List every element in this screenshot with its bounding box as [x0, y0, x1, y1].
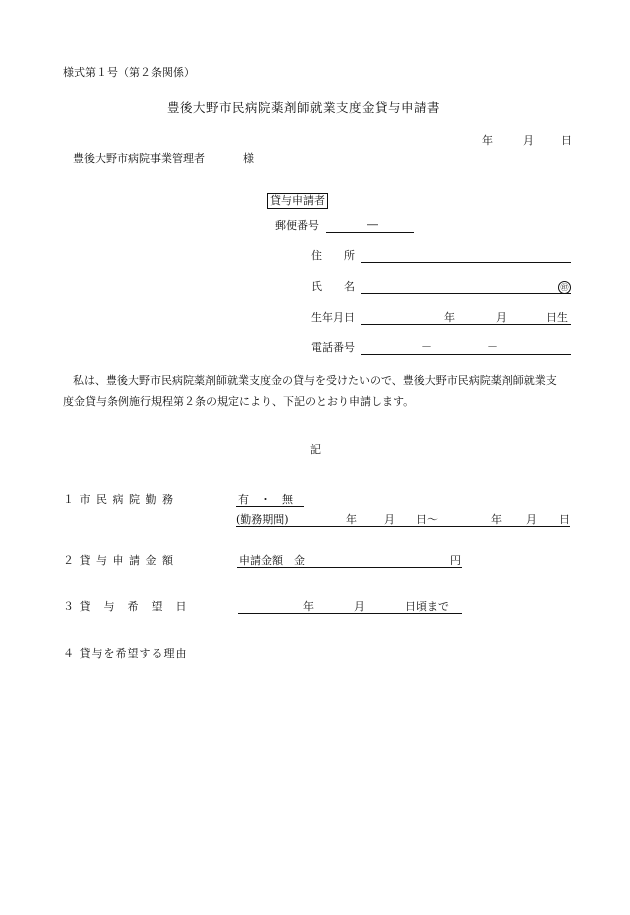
address-field[interactable] [361, 262, 571, 263]
address-label: 住 所 [311, 249, 355, 262]
item-3-label: ３ 貸 与 希 望 日 [63, 600, 188, 613]
phone-dash-2: － [487, 340, 498, 353]
item-1-choice[interactable]: 有 ・ 無 [238, 493, 293, 506]
item-2-amount-label: 申請金額 金 [239, 554, 305, 567]
item-1-month-1: 月 [384, 513, 395, 526]
addressee-honorific: 様 [243, 152, 254, 165]
item-4-label: ４ 貸与を希望する理由 [63, 647, 188, 660]
phone-label: 電話番号 [311, 341, 355, 354]
ki-mark: 記 [310, 443, 321, 456]
name-label: 氏 名 [311, 280, 355, 293]
item-1-year-1: 年 [346, 513, 357, 526]
item-1-period-label: (勤務期間) [236, 513, 289, 526]
item-2-label: ２ 貸 与 申 請 金 額 [63, 554, 174, 567]
phone-field[interactable] [361, 354, 571, 355]
item-1-label: １ 市 民 病 院 勤 務 [63, 493, 174, 506]
item-1-month-2: 月 [526, 513, 537, 526]
addressee-name: 豊後大野市病院事業管理者 [73, 152, 205, 165]
item-2-amount-field[interactable] [237, 567, 462, 568]
item-2-unit: 円 [450, 554, 461, 567]
item-3-day: 日頃まで [405, 600, 449, 613]
statement-line-1: 私は、豊後大野市民病院薬剤師就業支度金の貸与を受けたいので、豊後大野市民病院薬剤師就業支 [73, 374, 557, 387]
item-3-year: 年 [303, 600, 314, 613]
form-number: 様式第１号（第２条関係） [63, 66, 195, 79]
birth-day: 日生 [546, 311, 568, 324]
seal-mark [558, 280, 571, 294]
date-year: 年 [482, 134, 493, 147]
item-3-month: 月 [354, 600, 365, 613]
birth-date-field[interactable] [361, 324, 571, 325]
name-field[interactable] [361, 293, 571, 294]
item-1-day-2: 日 [559, 513, 570, 526]
birth-month: 月 [496, 311, 507, 324]
date-day: 日 [561, 134, 572, 147]
postal-label: 郵便番号 [275, 219, 319, 232]
postal-dash: ― [367, 218, 378, 231]
item-1-period-field[interactable] [236, 526, 570, 527]
item-1-year-2: 年 [491, 513, 502, 526]
item-1-day-1: 日～ [416, 513, 438, 526]
date-month: 月 [523, 134, 534, 147]
form-title: 豊後大野市民病院薬剤師就業支度金貸与申請書 [167, 100, 441, 115]
applicant-box-label: 貸与申請者 [267, 193, 328, 209]
seal-icon: ㊞ [558, 281, 571, 294]
statement-line-2: 度金貸与条例施行規程第２条の規定により、下記のとおり申請します。 [63, 395, 415, 408]
item-4-reason-area[interactable] [63, 670, 573, 870]
birth-label: 生年月日 [311, 311, 355, 324]
birth-year: 年 [444, 311, 455, 324]
item-1-choice-underline [236, 506, 304, 507]
postal-code-field[interactable] [326, 232, 414, 233]
phone-dash-1: － [421, 340, 432, 353]
